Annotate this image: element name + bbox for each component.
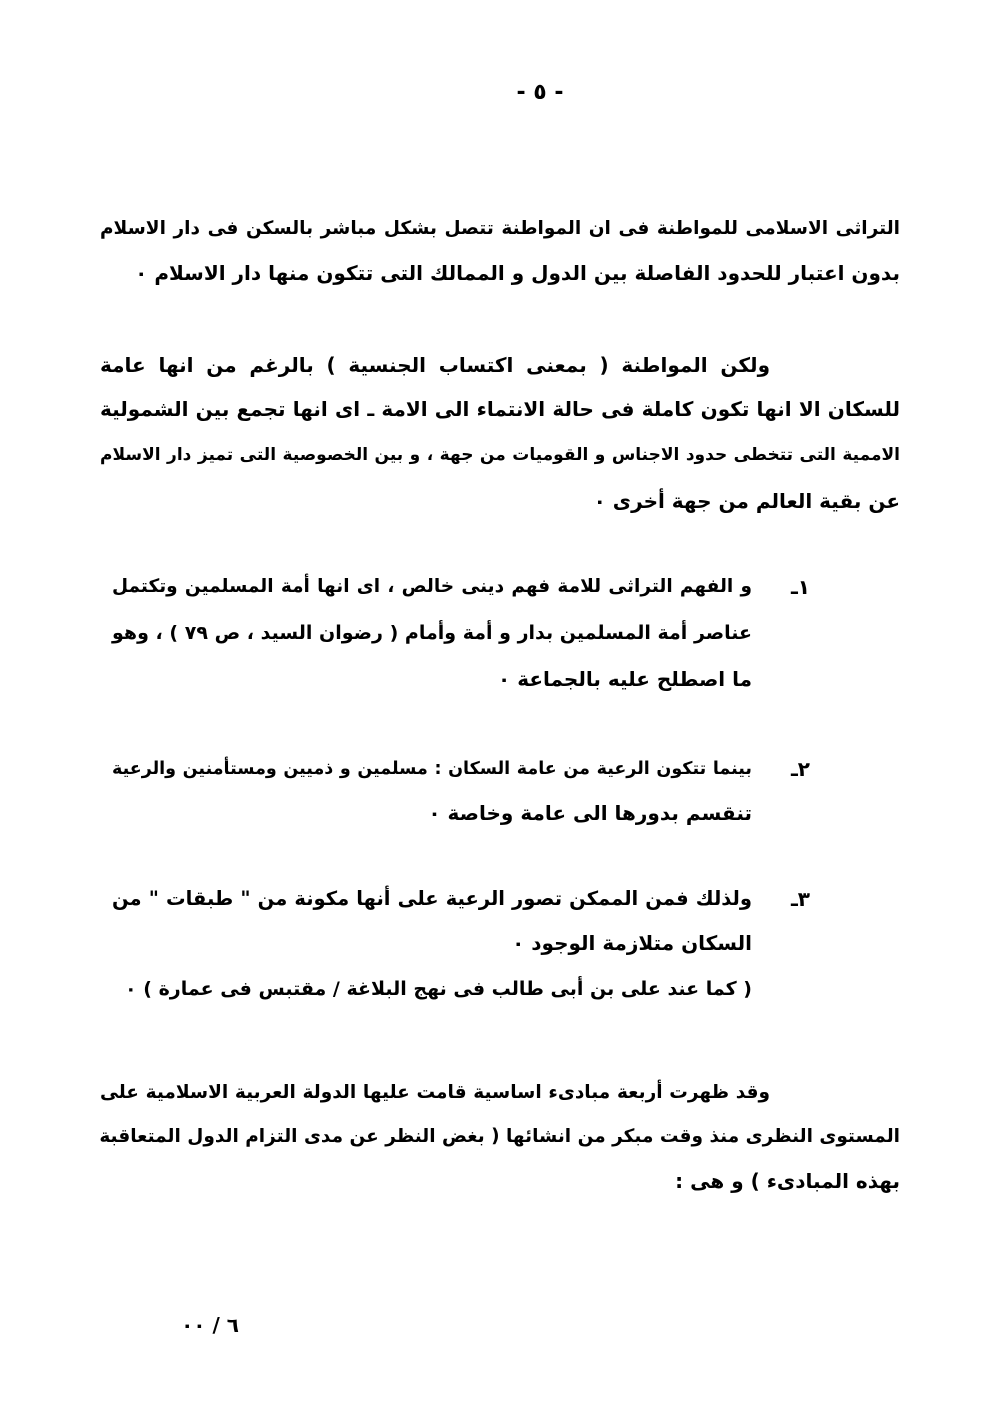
paragraph-5-line-2: المستوى النظرى منذ وقت مبكر من انشائها ( بغض النظر عن مدى التزام الدول المتعاقبة <box>99 1126 900 1147</box>
paragraph-2-line-4: عن بقية العالم من جهة أخرى ٠ <box>593 489 900 513</box>
item-3-line-3: ( كما عند على بن أبى طالب فى نهج البلاغة / مقتبس فى عمارة ) ٠ <box>125 978 752 1000</box>
item-1-line-2: عناصر أمة المسلمين بدار و أمة وأمام ( رضوان السيد ، ص ٧٩ ) ، وهو <box>112 622 752 644</box>
item-3-marker: ٣ـ <box>790 887 810 911</box>
page-number: - ٥ - <box>516 80 564 105</box>
item-1-line-3: ما اصطلح عليه بالجماعة ٠ <box>498 667 752 691</box>
paragraph-2-line-2: للسكان الا انها تكون كاملة فى حالة الانتماء الى الامة ـ اى انها تجمع بين الشمولية <box>100 397 900 421</box>
paragraph-5-line-1: وقد ظهرت أربعة مبادىء اساسية قامت عليها الدولة العربية الاسلامية على <box>100 1082 770 1103</box>
item-1-line-1: و الفهم التراثى للامة فهم دينى خالص ، اى انها أمة المسلمين وتكتمل <box>112 576 752 597</box>
footer-page-ref: ٦ / ٠٠ <box>181 1313 239 1337</box>
paragraph-2-line-1: ولكن المواطنة ( بمعنى اكتساب الجنسية ) بالرغم من انها عامة <box>100 353 770 377</box>
item-2-line-2: تنقسم بدورها الى عامة وخاصة ٠ <box>428 801 752 825</box>
item-2-marker: ٢ـ <box>790 757 810 781</box>
paragraph-1-line-1: التراثى الاسلامى للمواطنة فى ان المواطنة تتصل بشكل مباشر بالسكن فى دار الاسلام <box>100 218 900 239</box>
paragraph-1-line-2: بدون اعتبار للحدود الفاصلة بين الدول و الممالك التى تتكون منها دار الاسلام ٠ <box>135 261 900 285</box>
item-3-line-1: ولذلك فمن الممكن تصور الرعية على أنها مكونة من " طبقات " من <box>112 887 752 910</box>
item-3-line-2: السكان متلازمة الوجود ٠ <box>512 931 752 955</box>
item-1-marker: ١ـ <box>790 575 810 599</box>
paragraph-2-line-3: الاممية التى تتخطى حدود الاجناس و القوميات من جهة ، و بين الخصوصية التى تميز دار الاسلام <box>100 445 900 465</box>
paragraph-5-line-3: بهذه المبادىء ) و هى : <box>675 1169 900 1193</box>
item-2-line-1: بينما تتكون الرعية من عامة السكان : مسلمين و ذميين ومستأمنين والرعية <box>112 759 752 779</box>
